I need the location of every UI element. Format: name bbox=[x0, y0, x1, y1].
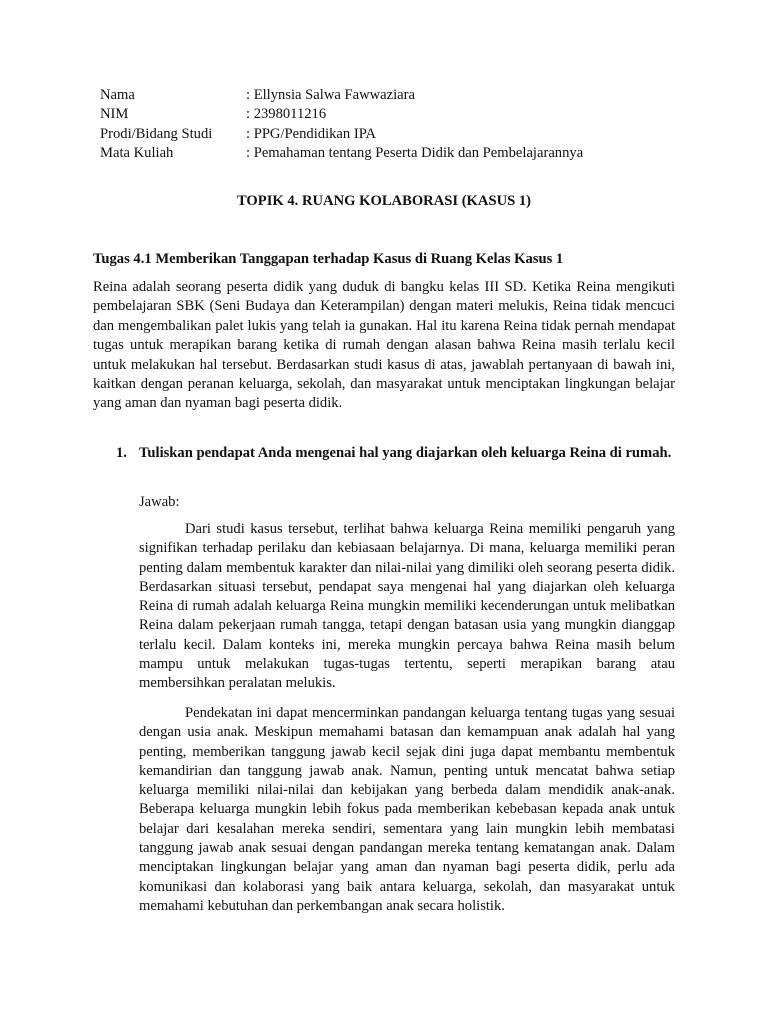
identity-row-nim bbox=[100, 105, 583, 124]
label-prodi: Prodi/Bidang Studi bbox=[100, 125, 213, 142]
document-title: TOPIK 4. RUANG KOLABORASI (KASUS 1) bbox=[236, 193, 532, 209]
identity-row-mata-kuliah bbox=[100, 144, 583, 163]
label-nim: NIM bbox=[100, 106, 129, 123]
identity-row-prodi bbox=[100, 125, 583, 144]
label-mata-kuliah: Mata Kuliah bbox=[100, 144, 174, 161]
value-nim: : 2398011216 bbox=[246, 106, 327, 123]
label-nama: Nama bbox=[100, 87, 135, 103]
answer-label: Jawab: bbox=[139, 494, 180, 510]
task-heading: Tugas 4.1 Memberikan Tanggapan terhadap Kasus di Ruang Kelas Kasus 1 bbox=[93, 251, 564, 267]
identity-row-name bbox=[100, 86, 583, 105]
question-number: 1. bbox=[116, 445, 127, 461]
answer-paragraph-1: Dari studi kasus tersebut, terlihat bahwa keluarga Reina memiliki pengaruh yang signifikan terhadap perilaku dan kebiasaan belajarnya. Di mana, keluarga memiliki peran penting dalam membentuk karakter dan nilai-nilai yang dimiliki oleh seorang peserta didik. Berdasarkan situasi tersebut, pendapat saya mengenai hal yang diajarkan oleh keluarga Reina di rumah adalah keluarga Reina mungkin memiliki kecenderungan untuk melibatkan Reina dalam pekerjaan rumah tangga, tetapi dengan batasan usia yang mungkin dianggap terlalu kecil. Dalam konteks ini, mereka mungkin percaya bahwa Reina masih belum mampu untuk melakukan tugas-tugas tertentu, seperti merapikan barang atau membersihkan peralatan melukis. bbox=[139, 521, 675, 692]
value-mata-kuliah: : Pemahaman tentang Peserta Didik dan Pembelajarannya bbox=[246, 144, 584, 161]
answer-paragraph-2: Pendekatan ini dapat mencerminkan pandangan keluarga tentang tugas yang sesuai dengan usia anak. Meskipun memahami batasan dan kemampuan anak adalah hal yang penting, memberikan tanggung jawab kecil sejak dini juga dapat membantu membentuk kemandirian dan tanggung jawab anak. Namun, penting untuk mencatat bahwa setiap keluarga memiliki nilai-nilai dan kebijakan yang berbeda dalam mendidik anak-anak. Beberapa keluarga mungkin lebih fokus pada memberikan kebebasan kepada anak untuk belajar dari kesalahan mereka sendiri, sementara yang lain mungkin lebih membatasi tanggung jawab anak sesuai dengan pandangan mereka tentang kematangan anak. Dalam menciptakan lingkungan belajar yang aman dan nyaman bagi peserta didik, perlu ada komunikasi dan kolaborasi yang baik antara keluarga, sekolah, dan masyarakat untuk memahami kebutuhan dan perkembangan anak secara holistik. bbox=[139, 705, 675, 914]
question-text: Tuliskan pendapat Anda mengenai hal yang diajarkan oleh keluarga Reina di rumah. bbox=[139, 445, 672, 461]
identity-table bbox=[100, 86, 583, 163]
value-prodi: : PPG/Pendidikan IPA bbox=[246, 125, 377, 142]
case-description: Reina adalah seorang peserta didik yang duduk di bangku kelas III SD. Ketika Reina mengikuti pembelajaran SBK (Seni Budaya dan Keterampilan) dengan materi melukis, Reina tidak mencuci dan mengembalikan palet lukis yang telah ia gunakan. Hal itu karena Reina tidak pernah mendapat tugas untuk merapikan barang ketika di rumah dengan alasan bahwa Reina masih terlalu kecil untuk melakukan hal tersebut. Berdasarkan studi kasus di atas, jawablah pertanyaan di bawah ini, kaitkan dengan peranan keluarga, sekolah, dan masyarakat untuk menciptakan lingkungan belajar yang aman dan nyaman bagi peserta didik. bbox=[93, 279, 675, 412]
value-nama: : Ellynsia Salwa Fawwaziara bbox=[246, 87, 415, 103]
